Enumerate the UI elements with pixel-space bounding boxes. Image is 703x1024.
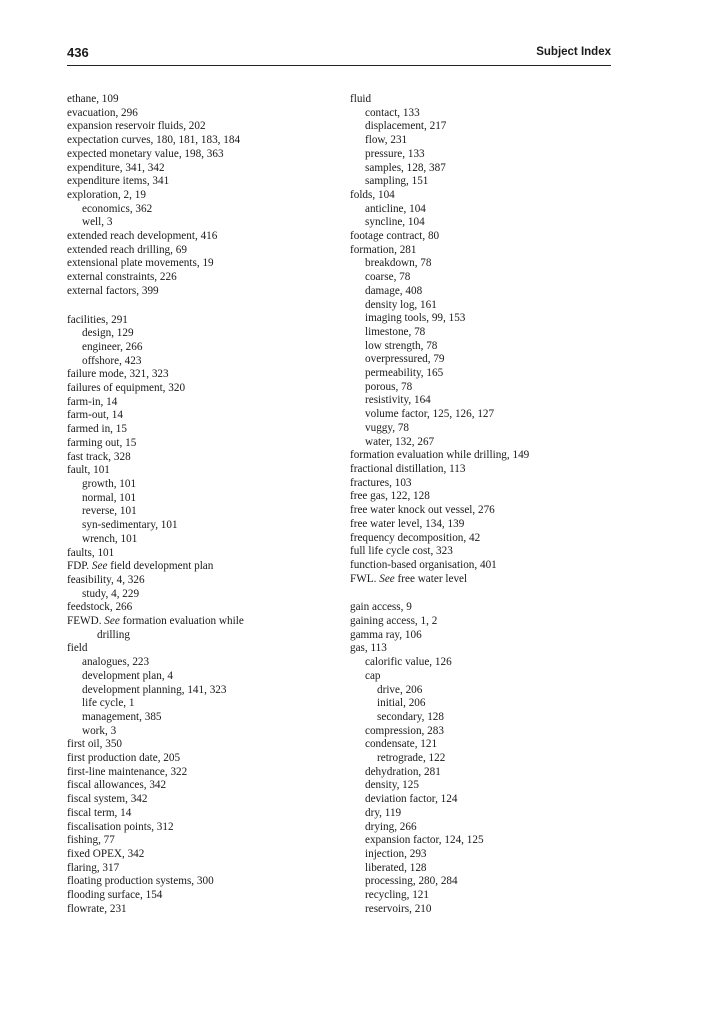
index-entry: formation evaluation while drilling, 149 bbox=[350, 449, 530, 462]
index-subentry: flow, 231 bbox=[365, 134, 408, 147]
index-entry: gas, 113 bbox=[350, 642, 387, 655]
index-entry: fluid bbox=[350, 93, 372, 105]
see-reference: See bbox=[104, 615, 120, 628]
index-entry: free water knock out vessel, 276 bbox=[350, 504, 495, 517]
see-reference: See bbox=[379, 572, 395, 585]
index-entry: expansion reservoir fluids, 202 bbox=[67, 120, 206, 133]
index-entry: gain access, 9 bbox=[350, 601, 412, 614]
index-entry: expenditure, 341, 342 bbox=[67, 161, 165, 174]
index-entry: free water level, 134, 139 bbox=[350, 517, 465, 530]
index-subentry: well, 3 bbox=[82, 216, 113, 229]
index-subentry: vuggy, 78 bbox=[365, 421, 410, 434]
index-entry: feasibility, 4, 326 bbox=[67, 573, 145, 586]
index-entry: farm-out, 14 bbox=[67, 409, 123, 422]
index-entry: fiscal system, 342 bbox=[67, 793, 148, 806]
index-entry: failure mode, 321, 323 bbox=[67, 368, 169, 381]
index-subentry: drying, 266 bbox=[365, 820, 417, 833]
index-subentry: analogues, 223 bbox=[82, 656, 150, 669]
index-entry: first production date, 205 bbox=[67, 752, 181, 765]
page-number: 436 bbox=[67, 45, 89, 60]
index-subsubentry: retrograde, 122 bbox=[377, 752, 446, 765]
index-subentry: breakdown, 78 bbox=[365, 257, 432, 270]
index-entry: faults, 101 bbox=[67, 546, 115, 559]
index-entry: fractures, 103 bbox=[350, 476, 412, 489]
index-entry: extended reach drilling, 69 bbox=[67, 243, 187, 256]
index-subentry: injection, 293 bbox=[365, 847, 427, 860]
index-entry: exploration, 2, 19 bbox=[67, 188, 146, 201]
index-entry: expected monetary value, 198, 363 bbox=[67, 147, 224, 160]
index-subentry: damage, 408 bbox=[365, 284, 423, 297]
index-entry-continuation: drilling bbox=[97, 628, 130, 641]
index-entry: frequency decomposition, 42 bbox=[350, 531, 481, 544]
index-subentry: permeability, 165 bbox=[365, 367, 444, 380]
index-subentry: development planning, 141, 323 bbox=[82, 683, 227, 696]
index-entry: farm-in, 14 bbox=[67, 395, 118, 408]
index-entry: fast track, 328 bbox=[67, 450, 131, 463]
section-gap bbox=[350, 586, 620, 601]
index-subentry: dehydration, 281 bbox=[365, 765, 441, 778]
index-subentry: compression, 283 bbox=[365, 724, 444, 737]
index-entry: farming out, 15 bbox=[67, 436, 137, 449]
index-subentry: offshore, 423 bbox=[82, 354, 142, 367]
index-subentry: dry, 119 bbox=[365, 806, 402, 819]
index-entry: external factors, 399 bbox=[67, 284, 159, 297]
index-subentry: development plan, 4 bbox=[82, 669, 174, 682]
index-subentry: growth, 101 bbox=[82, 477, 137, 490]
index-subentry: normal, 101 bbox=[82, 491, 137, 504]
index-entry: function-based organisation, 401 bbox=[350, 558, 497, 571]
index-subentry: management, 385 bbox=[82, 710, 162, 723]
index-entry: flowrate, 231 bbox=[67, 902, 127, 915]
index-column-right bbox=[350, 93, 620, 916]
index-subentry: economics, 362 bbox=[82, 202, 153, 215]
index-subentry: samples, 128, 387 bbox=[365, 161, 446, 174]
index-subentry: density log, 161 bbox=[365, 298, 437, 311]
index-entry: ethane, 109 bbox=[67, 93, 119, 105]
index-subentry: reverse, 101 bbox=[82, 505, 137, 518]
index-subentry: reservoirs, 210 bbox=[365, 902, 432, 915]
index-subentry: condensate, 121 bbox=[365, 738, 438, 751]
index-entry: full life cycle cost, 323 bbox=[350, 545, 453, 558]
index-entry: external constraints, 226 bbox=[67, 271, 177, 284]
index-entry: folds, 104 bbox=[350, 188, 395, 201]
index-entry: farmed in, 15 bbox=[67, 423, 127, 436]
index-subentry: processing, 280, 284 bbox=[365, 875, 458, 888]
index-subentry: calorific value, 126 bbox=[365, 656, 452, 669]
index-subentry: study, 4, 229 bbox=[82, 587, 140, 600]
index-entry: feedstock, 266 bbox=[67, 601, 133, 614]
index-subentry: syncline, 104 bbox=[365, 216, 425, 229]
index-entry: first-line maintenance, 322 bbox=[67, 765, 188, 778]
index-entry: expenditure items, 341 bbox=[67, 175, 170, 188]
index-entry: FWL. See free water level bbox=[350, 572, 468, 585]
see-reference: See bbox=[91, 560, 108, 573]
index-subentry: displacement, 217 bbox=[365, 120, 447, 133]
index-subentry: imaging tools, 99, 153 bbox=[365, 312, 466, 325]
index-subentry: sampling, 151 bbox=[365, 175, 429, 188]
index-entry: FDP. See field development plan bbox=[67, 560, 214, 573]
index-subsubentry: initial, 206 bbox=[377, 697, 426, 710]
index-entry: flaring, 317 bbox=[67, 861, 120, 874]
index-subentry: low strength, 78 bbox=[365, 339, 438, 352]
index-subentry: contact, 133 bbox=[365, 106, 420, 119]
index-entry: first oil, 350 bbox=[67, 738, 123, 751]
index-entry: gamma ray, 106 bbox=[350, 628, 422, 641]
index-subentry: pressure, 133 bbox=[365, 147, 425, 160]
index-entry: floating production systems, 300 bbox=[67, 875, 214, 888]
index-entry: facilities, 291 bbox=[67, 313, 128, 326]
index-entry: extensional plate movements, 19 bbox=[67, 257, 214, 270]
index-subentry: coarse, 78 bbox=[365, 271, 411, 284]
index-subentry: engineer, 266 bbox=[82, 340, 143, 353]
index-entry: fixed OPEX, 342 bbox=[67, 847, 145, 860]
index-subsubentry: drive, 206 bbox=[377, 683, 423, 696]
index-subentry: density, 125 bbox=[365, 779, 419, 792]
index-subentry: expansion factor, 124, 125 bbox=[365, 834, 484, 847]
index-column-left bbox=[67, 93, 337, 916]
index-entry: fiscal term, 14 bbox=[67, 806, 132, 819]
index-entry: field bbox=[67, 642, 88, 655]
index-subentry: design, 129 bbox=[82, 327, 134, 340]
index-entry: failures of equipment, 320 bbox=[67, 382, 186, 395]
index-entry: extended reach development, 416 bbox=[67, 230, 218, 243]
index-entry: gaining access, 1, 2 bbox=[350, 615, 438, 628]
index-entry: FEWD. See formation evaluation while bbox=[67, 615, 244, 628]
index-subentry: overpressured, 79 bbox=[365, 353, 445, 366]
index-subentry: syn-sedimentary, 101 bbox=[82, 519, 178, 532]
index-entry: expectation curves, 180, 181, 183, 184 bbox=[67, 134, 241, 147]
index-entry: free gas, 122, 128 bbox=[350, 490, 430, 503]
index-entry: fault, 101 bbox=[67, 464, 110, 477]
index-subentry: work, 3 bbox=[82, 724, 117, 737]
index-entry: flooding surface, 154 bbox=[67, 889, 163, 902]
running-title: Subject Index bbox=[536, 46, 611, 58]
index-subentry: water, 132, 267 bbox=[365, 435, 435, 448]
index-subentry: volume factor, 125, 126, 127 bbox=[365, 408, 495, 421]
index-subentry: wrench, 101 bbox=[82, 532, 138, 545]
index-subentry: anticline, 104 bbox=[365, 202, 426, 215]
index-subentry: recycling, 121 bbox=[365, 889, 429, 902]
index-entry: footage contract, 80 bbox=[350, 230, 440, 243]
index-entry: fiscal allowances, 342 bbox=[67, 779, 167, 792]
index-subentry: life cycle, 1 bbox=[82, 697, 135, 710]
index-entry: evacuation, 296 bbox=[67, 106, 138, 119]
index-subentry: liberated, 128 bbox=[365, 861, 427, 874]
index-entry: fiscalisation points, 312 bbox=[67, 820, 174, 833]
index-subsubentry: secondary, 128 bbox=[377, 710, 444, 723]
index-subentry: deviation factor, 124 bbox=[365, 793, 458, 806]
index-subentry: limestone, 78 bbox=[365, 325, 426, 338]
index-entry: fractional distillation, 113 bbox=[350, 462, 466, 475]
section-gap bbox=[67, 299, 337, 314]
running-header bbox=[67, 45, 611, 66]
index-entry: formation, 281 bbox=[350, 243, 417, 256]
index-subentry: porous, 78 bbox=[365, 380, 413, 393]
index-entry: fishing, 77 bbox=[67, 834, 115, 847]
index-subentry: resistivity, 164 bbox=[365, 394, 431, 407]
index-subentry: cap bbox=[365, 669, 381, 682]
